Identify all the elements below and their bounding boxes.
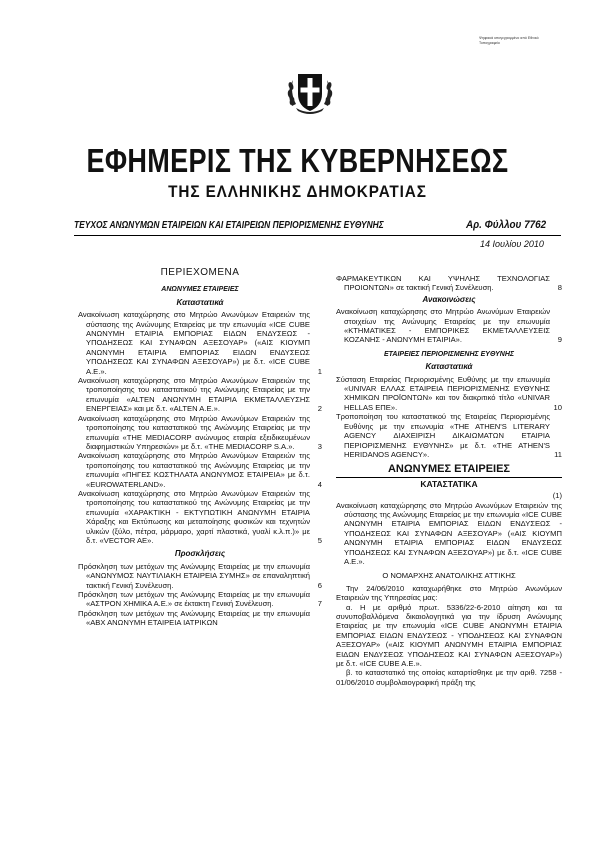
toc-entry[interactable] [78,376,322,414]
toc-entry-text: Ανακοίνωση καταχώρησης στο Μητρώο Ανωνύμων Εταιρειών στοιχείων της Ανώνυμης Εταιρείας με την επωνυμία «ΚΤΗΜΑΤΙΚΕΣ - ΕΜΠΟΡΙΚΕΣ ΕΚΜΕΤΑΛΛΕΥΣΕΙΣ ΚΟΖΑΝΗΣ - ΑΝΩΝΥΜΗ ΕΤΑΙΡΙΑ». [336,307,550,345]
gazette-title: ΕΦΗΜΕΡΙΣ ΤΗΣ ΚΥΒΕΡΝΗΣΕΩΣ [86,142,509,179]
toc-entry[interactable] [78,414,322,452]
toc-entry-text: Πρόσκληση των μετόχων της Ανώνυμης Εταιρείας με την επωνυμία «ΑΣΤΡΟΝ ΧΗΜΙΚΑ Α.Ε.» σε έκτακτη Γενική Συνέλευση. [78,590,310,609]
toc-entry-text: Ανακοίνωση καταχώρησης στο Μητρώο Ανωνύμων Εταιρειών της τροποποίησης του καταστατικού της Ανώνυμης Εταιρείας με την επωνυμία «ALTEN ΑΝΩΝΥΜΗ ΕΤΑΙΡΙΑ ΕΚΜΕΤΑΛΛΕΥΣΗΣ ΕΝΕΡΓΕΙΑΣ» και με δ.τ. «ALTEN A.E.». [78,376,310,414]
digital-signature-text: Ψηφιακά υπογεγραμμένο από Εθνικό Τυπογραφείο [479,36,539,45]
toc-entry-number: 4 [317,479,322,489]
issue-date: 14 Ιουλίου 2010 [480,239,544,249]
body-paragraph: α. Η με αριθμό πρωτ. 5336/22-6-2010 αίτηση και τα συνυποβαλλόμενα δικαιολογητικά για την ίδρυση Ανώνυμης Εταιρείας με την επωνυμία «ICE CUBE ΑΝΩΝΥΜΗ ΕΤΑΙΡΙΑ ΕΜΠΟΡΙΑΣ ΕΙΔΩΝ ΕΝΔΥΣΕΩΣ - ΥΠΟΔΗΣΕΩΣ ΚΑΙ ΣΥΝΑΦΩΝ ΑΞΕΣΟΥΑΡ» («ΑΙΣ ΚΙΟΥΜΠ ΑΝΩΝΥΜΗ ΕΤΑΙΡΙΑ ΕΜΠΟΡΙΑΣ ΕΙΔΩΝ ΕΝΔΥΣΕΩΣ ΥΠΟΔΗΣΕΩΣ ΚΑΙ ΣΥΝΑΦΩΝ ΑΞΕΣΟΥΑΡ») με δ.τ. «ICE CUBE A.E.». [336,602,562,669]
toc-entry[interactable] [78,489,322,545]
body-paragraph: β. το καταστατικό της οποίας καταρτίσθηκε με την αριθ. 7258 - 01/06/2010 συμβολαιογραφική πράξη της [336,668,562,687]
body-paragraph: Την 24/06/2010 καταχωρήθηκε στο Μητρώο Ανωνύμων Εταιρειών της Υπηρεσίας μας: [336,583,562,603]
toc-entry-number: 7 [317,599,322,609]
left-column [78,268,322,628]
section-ltd-heading: ΕΤΑΙΡΕΙΕΣ ΠΕΡΙΟΡΙΣΜΕΝΗΣ ΕΥΘΥΝΗΣ [383,350,515,358]
toc-entry-text: Ανακοίνωση καταχώρησης στο Μητρώο Ανωνύμων Εταιρειών της τροποποίησης του καταστατικού της Ανώνυμης Εταιρείας με την επωνυμία «ΠΗΓΕΣ ΚΩΣΤΗΛΑΤΑ ΑΝΩΝΥΜΟΣ ΕΤΑΙΡΕΙΑ» με δ.τ. «EUROWATERLAND». [78,451,310,489]
toc-entry[interactable] [336,274,562,293]
invitations-heading: Προσκλήσεις [174,549,226,559]
toc-entry-number: 5 [317,535,322,545]
toc-entry[interactable] [336,412,562,459]
toc-entry-number: 6 [317,580,322,590]
toc-entry-number: 3 [317,441,322,451]
toc-entry-number: 11 [554,449,562,459]
item-title: Ανακοίνωση καταχώρησης στο Μητρώο Ανωνύμων Εταιρειών της σύστασης της Ανώνυμης Εταιρείας με την επωνυμία «ICE CUBE ΑΝΩΝΥΜΗ ΕΤΑΙΡΙΑ ΕΜΠΟΡΙΑΣ ΕΙΔΩΝ ΕΝΔΥΣΕΩΣ - ΥΠΟΔΗΣΕΩΣ ΚΑΙ ΣΥΝΑΦΩΝ ΑΞΕΣΟΥΑΡ» («ΑΙΣ ΚΙΟΥΜΠ ΑΝΩΝΥΜΗ ΕΤΑΙΡΙΑ ΕΜΠΟΡΙΑΣ ΕΙΔΩΝ ΕΝΔΥΣΕΩΣ ΥΠΟΔΗΣΕΩΣ ΚΑΙ ΣΥΝΑΦΩΝ ΑΞΕΣΟΥΑΡ») με δ.τ. «ICE CUBE A.E.». [336,500,562,566]
toc-entry-text: Ανακοίνωση καταχώρησης στο Μητρώο Ανωνύμων Εταιρειών της σύστασης της Ανώνυμης Εταιρείας με την επωνυμία «ICE CUBE ΑΝΩΝΥΜΗ ΕΤΑΙΡΙΑ ΕΜΠΟΡΙΑΣ ΕΙΔΩΝ ΕΝΔΥΣΕΩΣ - ΥΠΟΔΗΣΕΩΣ ΚΑΙ ΣΥΝΑΦΩΝ ΑΞΕΣΟΥΑΡ» («ΑΙΣ ΚΙΟΥΜΠ ΑΝΩΝΥΜΗ ΕΤΑΙΡΙΑ ΕΜΠΟΡΙΑΣ ΕΙΔΩΝ ΕΝΔΥΣΕΩΣ ΥΠΟΔΗΣΕΩΣ ΚΑΙ ΣΥΝΑΦΩΝ ΑΞΕΣΟΥΑΡ») με δ.τ. «ICE CUBE A.E.». [78,310,310,376]
section-rule [336,477,562,478]
toc-entry-text: Ανακοίνωση καταχώρησης στο Μητρώο Ανωνύμων Εταιρειών της τροποποίησης του καταστατικού της Ανώνυμης Εταιρείας με την επωνυμία «ΧΑΡΑΚΤΙΚΗ - ΕΚΤΥΠΩΤΙΚΗ ΑΝΩΝΥΜΗ ΕΤΑΙΡΙΑ Χάραξης και Εκτύπωσης και μεταποίησης φυσικών και τεχνητών υλικών (ξύλο, πέτρα, μάρμαρο, χαρτί πλαστικά, γυαλί κ.λ.π.)» με δ.τ. «VECTOR AE». [78,488,310,545]
right-column [336,274,562,687]
prefect-heading: Ο ΝΟΜΑΡΧΗΣ ΑΝΑΤΟΛΙΚΗΣ ΑΤΤΙΚΗΣ [382,571,516,581]
gazette-subtitle: ΤΗΣ ΕΛΛΗΝΙΚΗΣ ΔΗΜΟΚΡΑΤΙΑΣ [168,182,427,201]
toc-entry[interactable] [78,562,322,590]
toc-entry-text: Πρόσκληση των μετόχων της Ανώνυμης Εταιρείας με την επωνυμία «ΑΝΩΝΥΜΟΣ ΝΑΥΤΙΛΙΑΚΗ ΕΤΑΙΡΕΙΑ ΣΥΜΗΣ» σε επαναληπτική τακτική Γενική Συνέλευση. [78,561,310,590]
toc-entry[interactable] [78,310,322,376]
greek-coat-of-arms-seal [284,66,336,118]
statutes-heading: Καταστατικά [176,297,224,307]
statutes-caps-heading: ΚΑΤΑΣΤΑΤΙΚΑ [420,478,478,489]
issue-label: ΤΕΥΧΟΣ ΑΝΩΝΥΜΩΝ ΕΤΑΙΡΕΙΩΝ ΚΑΙ ΕΤΑΙΡΕΙΩΝ ΠΕΡΙΟΡΙΣΜΕΝΗΣ ΕΥΘΥΝΗΣ [74,220,384,231]
toc-entry-text: Ανακοίνωση καταχώρησης στο Μητρώο Ανωνύμων Εταιρειών της τροποποίησης του καταστατικού της Ανώνυμης Εταιρείας με την επωνυμία «THE MEDIACORP ανώνυμος εταιρία εξειδικευμένων διαφημιστικών Υπηρεσιών» με δ.τ. «THE MEDIACORP S.A.». [78,413,310,451]
toc-entry-number: 8 [557,283,562,293]
toc-entry[interactable] [78,609,322,628]
statutes-heading: Καταστατικά [425,362,473,372]
toc-entry-text: Σύσταση Εταιρείας Περιορισμένης Ευθύνης με την επωνυμία «UNIVAR ΕΛΛΑΣ ΕΤΑΙΡΕΙΑ ΠΕΡΙΟΡΙΣΜΕΝΗΣ ΕΥΘΥΝΗΣ ΧΗΜΙΚΩΝ ΠΡΟΪΟΝΤΩΝ» και τον διακριτικό τίτλο «UNIVAR HELLAS ΕΠΕ». [336,374,550,412]
toc-entry[interactable] [78,590,322,609]
announcements-heading: Ανακοινώσεις [422,294,476,304]
toc-entry-number: 10 [553,402,562,412]
section-big-heading: ΑΝΩΝΥΜΕΣ ΕΤΑΙΡΕΙΕΣ [387,463,511,476]
toc-entry[interactable] [78,451,322,489]
item-number: (1) [552,491,562,501]
contents-heading: ΠΕΡΙΕΧΟΜΕΝΑ [160,267,240,278]
toc-entry[interactable] [336,307,562,345]
toc-entry-text: Τροποποίηση του καταστατικού της Εταιρείας Περιορισμένης Ευθύνης με την επωνυμία «THE ATHEN'S LITERARY AGENCY ΔΙΑΧΕΙΡΙΣΗ ΔΙΚΑΙΩΜΑΤΩΝ ΕΤΑΙΡΙΑ ΠΕΡΙΟΡΙΣΜΕΝΗΣ ΕΥΘΥΝΗΣ» με δ.τ. «THE ATHEN'S HERIDANOS AGENCY». [336,412,550,459]
toc-entry-number: 1 [317,366,322,376]
toc-entry-text: ΦΑΡΜΑΚΕΥΤΙΚΩΝ ΚΑΙ ΥΨΗΛΗΣ ΤΕΧΝΟΛΟΓΙΑΣ ΠΡΟΙΟΝΤΩΝ» σε τακτική Γενική Συνέλευση. [336,274,550,293]
sheet-number: Αρ. Φύλλου 7762 [466,219,547,231]
toc-entry[interactable] [336,375,562,413]
toc-entry-number: 9 [557,335,562,345]
header-rule [74,235,561,236]
toc-entry-text: Πρόσκληση των μετόχων της Ανώνυμης Εταιρείας με την επωνυμία «ΑΒΧ ΑΝΩΝΥΜΗ ΕΤΑΙΡΕΙΑ ΙΑΤΡΙΚΩΝ [78,608,310,628]
toc-entry-number: 2 [317,404,322,414]
cross-horizontal [301,88,320,93]
section-sa-heading: ΑΝΩΝΥΜΕΣ ΕΤΑΙΡΕΙΕΣ [161,286,239,294]
